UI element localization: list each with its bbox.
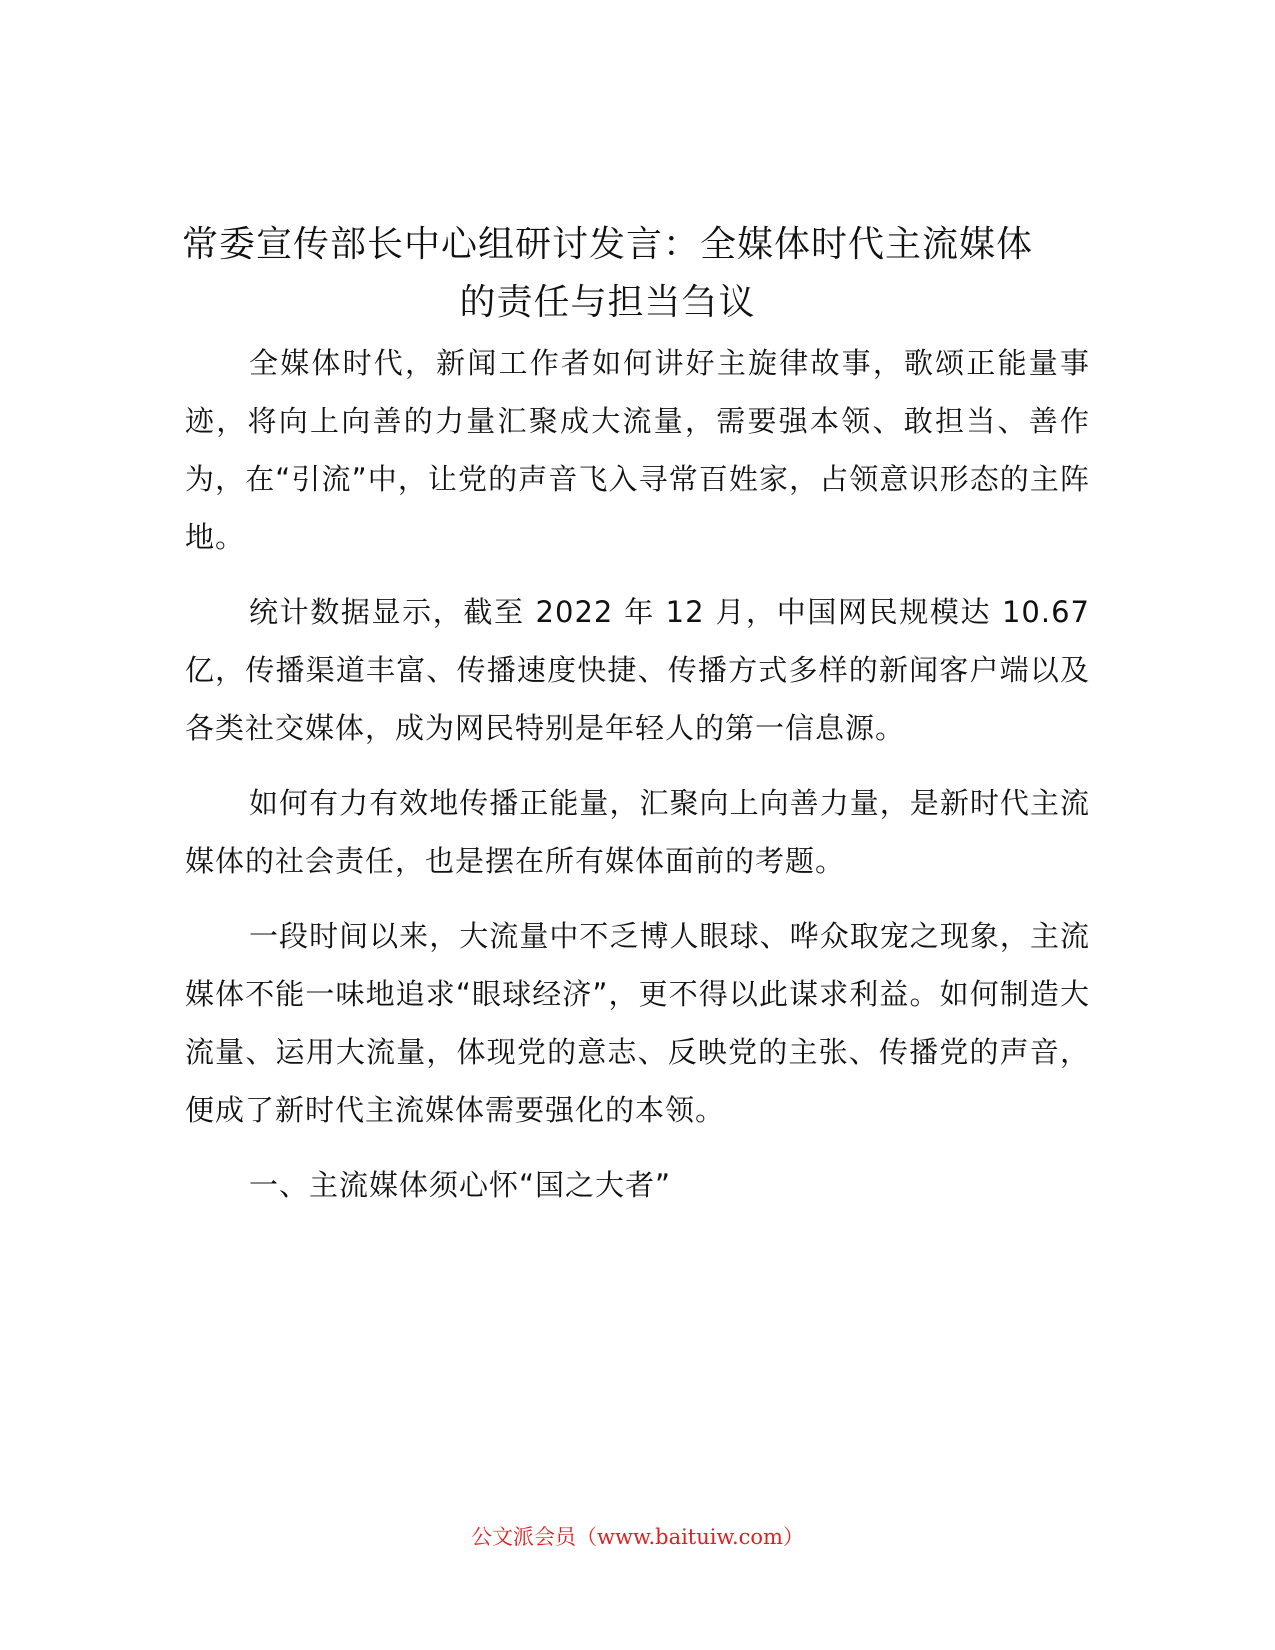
paragraph-4: 一段时间以来，大流量中不乏博人眼球、哗众取宠之现象，主流媒体不能一味地追求“眼球经济”，更不得以此谋求利益。如何制造大流量、运用大流量，体现党的意志、反映党的主张、传播党的声音，便成了新时代主流媒体需要强化的本领。 (185, 919, 1090, 1127)
paragraph-3: 如何有力有效地传播正能量，汇聚向上向善力量，是新时代主流媒体的社会责任，也是摆在所有媒体面前的考题。 (185, 786, 1090, 878)
paragraph-2: 统计数据显示，截至 2022 年 12 月，中国网民规模达 10.67 亿，传播渠道丰富、传播速度快捷、传播方式多样的新闻客户端以及各类社交媒体，成为网民特别是年轻人的第一信息源。 (185, 595, 1090, 745)
paragraph-1: 全媒体时代，新闻工作者如何讲好主旋律故事，歌颂正能量事迹，将向上向善的力量汇聚成大流量，需要强本领、敢担当、善作为，在“引流”中，让党的声音飞入寻常百姓家，占领意识形态的主阵地。 (185, 346, 1090, 554)
document-title: 常委宣传部长中心组研讨发言：全媒体时代主流媒体的责任与担当刍议 (181, 224, 1033, 323)
footer-watermark: 公文派会员（www.baituiw.com） (471, 1525, 804, 1549)
document-body (185, 334, 1090, 1214)
section-heading: 一、主流媒体须心怀“国之大者” (249, 1168, 672, 1202)
